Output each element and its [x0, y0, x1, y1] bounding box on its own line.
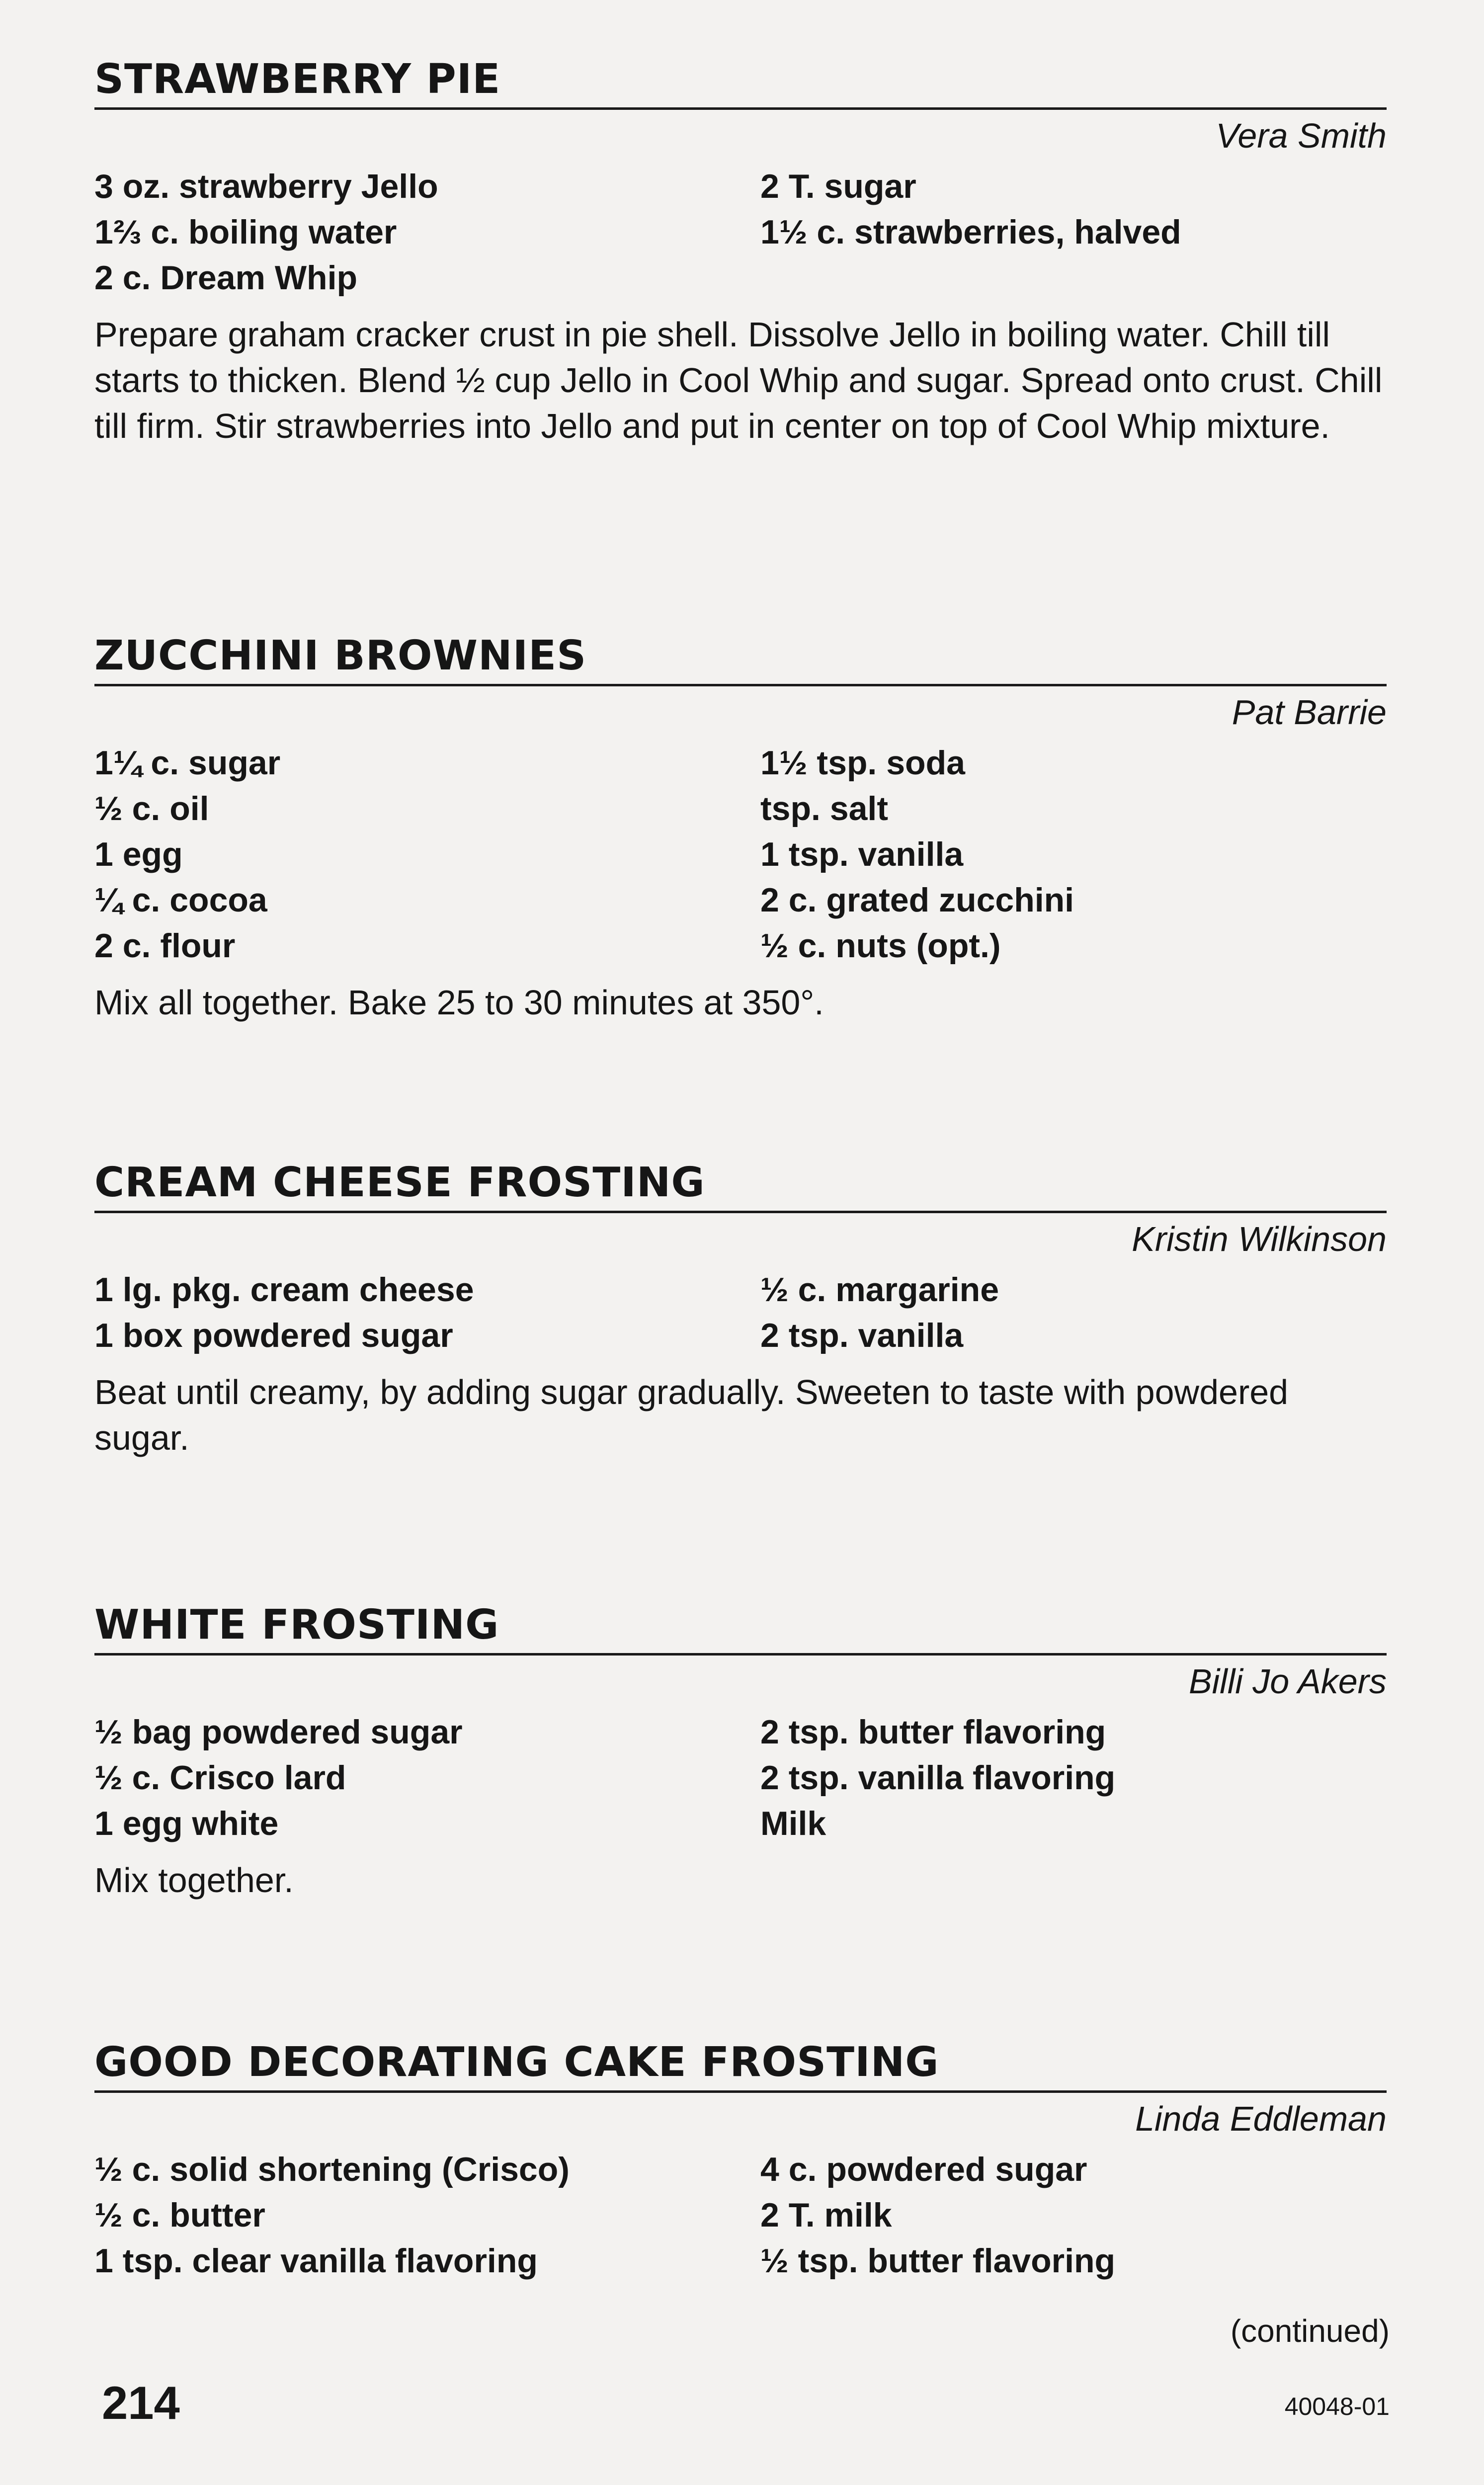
ingredient-column-left	[94, 164, 760, 301]
page-number: 214	[102, 2377, 180, 2429]
ingredient-list	[94, 164, 1387, 301]
recipe-directions: Prepare graham cracker crust in pie shell. Dissolve Jello in boiling water. Chill till starts to thicken. Blend ½ cup Jello in Cool Whip and sugar. Spread onto crust. Chill till firm. Stir strawberries into Jello and put in center on top of Cool Whip mixture.	[94, 315, 1383, 445]
recipe-directions: Mix all together. Bake 25 to 30 minutes at 350°.	[94, 983, 824, 1022]
continued-note: (continued)	[1230, 2313, 1390, 2349]
title-rule	[94, 684, 1387, 686]
recipe-directions: Mix together.	[94, 1861, 294, 1900]
book-code: 40048-01	[1284, 2393, 1390, 2420]
ingredient: 3 oz. strawberry Jello	[94, 167, 438, 205]
ingredient: ½ c. Crisco lard	[94, 1759, 346, 1797]
title-rule	[94, 1211, 1387, 1213]
ingredient: 1⅔ c. boiling water	[94, 213, 397, 251]
recipe-strawberry-pie	[94, 55, 1387, 449]
ingredient: 1 tsp. vanilla	[760, 835, 964, 873]
ingredient-list	[94, 1709, 1387, 1846]
ingredient: 1 tsp. clear vanilla flavoring	[94, 2242, 538, 2280]
ingredient: ¼ c. cocoa	[94, 881, 267, 919]
ingredient: 1 box powdered sugar	[94, 1317, 453, 1354]
recipe-zucchini-brownies	[94, 631, 1387, 1025]
ingredient-column-right	[760, 2147, 1387, 2284]
ingredient: Milk	[760, 1805, 826, 1842]
ingredient-column-right	[760, 164, 1387, 301]
ingredient: ½ c. margarine	[760, 1271, 999, 1309]
ingredient: ½ c. nuts (opt.)	[760, 927, 1001, 965]
recipe-directions: Beat until creamy, by adding sugar gradually. Sweeten to taste with powdered sugar.	[94, 1373, 1289, 1457]
ingredient: 1 lg. pkg. cream cheese	[94, 1271, 474, 1309]
recipe-author: Billi Jo Akers	[1188, 1662, 1387, 1701]
ingredient-column-right	[760, 740, 1387, 969]
ingredient: 2 c. Dream Whip	[94, 259, 358, 297]
ingredient-column-left	[94, 1709, 760, 1846]
ingredient: 1½ c. strawberries, halved	[760, 213, 1181, 251]
recipe-title: GOOD DECORATING CAKE FROSTING	[94, 2039, 939, 2086]
ingredient-column-right	[760, 1709, 1387, 1846]
title-rule	[94, 1653, 1387, 1656]
recipe-author: Pat Barrie	[1232, 693, 1387, 732]
recipe-good-decorating-cake-frosting	[94, 2038, 1387, 2284]
ingredient: ½ c. oil	[94, 790, 209, 828]
recipe-author: Vera Smith	[1216, 116, 1387, 155]
ingredient: ½ bag powdered sugar	[94, 1713, 463, 1751]
ingredient: 2 T. milk	[760, 2196, 892, 2234]
ingredient: 4 c. powdered sugar	[760, 2151, 1087, 2188]
ingredient: ½ tsp. butter flavoring	[760, 2242, 1116, 2280]
recipe-title: ZUCCHINI BROWNIES	[94, 632, 587, 679]
ingredient: ½ c. solid shortening (Crisco)	[94, 2151, 570, 2188]
title-rule	[94, 107, 1387, 110]
ingredient: 1 egg white	[94, 1805, 279, 1842]
ingredient: 2 tsp. vanilla flavoring	[760, 1759, 1116, 1797]
ingredient: 2 c. flour	[94, 927, 236, 965]
recipe-author: Linda Eddleman	[1135, 2099, 1387, 2138]
recipe-title: WHITE FROSTING	[94, 1601, 499, 1649]
recipe-title: CREAM CHEESE FROSTING	[94, 1159, 705, 1206]
ingredient-list	[94, 1267, 1387, 1358]
recipe-white-frosting	[94, 1600, 1387, 1903]
ingredient-column-left	[94, 740, 760, 969]
ingredient-list	[94, 2147, 1387, 2284]
ingredient: 1½ tsp. soda	[760, 744, 965, 782]
recipe-cream-cheese-frosting	[94, 1158, 1387, 1461]
ingredient-column-right	[760, 1267, 1387, 1358]
ingredient: 1 egg	[94, 835, 183, 873]
recipe-author: Kristin Wilkinson	[1132, 1220, 1387, 1258]
ingredient-list	[94, 740, 1387, 969]
ingredient: ½ c. butter	[94, 2196, 265, 2234]
ingredient: 1¼ c. sugar	[94, 744, 281, 782]
ingredient: tsp. salt	[760, 790, 888, 828]
recipe-title: STRAWBERRY PIE	[94, 56, 501, 103]
ingredient: 2 tsp. vanilla	[760, 1317, 964, 1354]
ingredient-column-left	[94, 1267, 760, 1358]
title-rule	[94, 2090, 1387, 2093]
ingredient: 2 T. sugar	[760, 167, 916, 205]
ingredient: 2 c. grated zucchini	[760, 881, 1074, 919]
ingredient-column-left	[94, 2147, 760, 2284]
ingredient: 2 tsp. butter flavoring	[760, 1713, 1106, 1751]
